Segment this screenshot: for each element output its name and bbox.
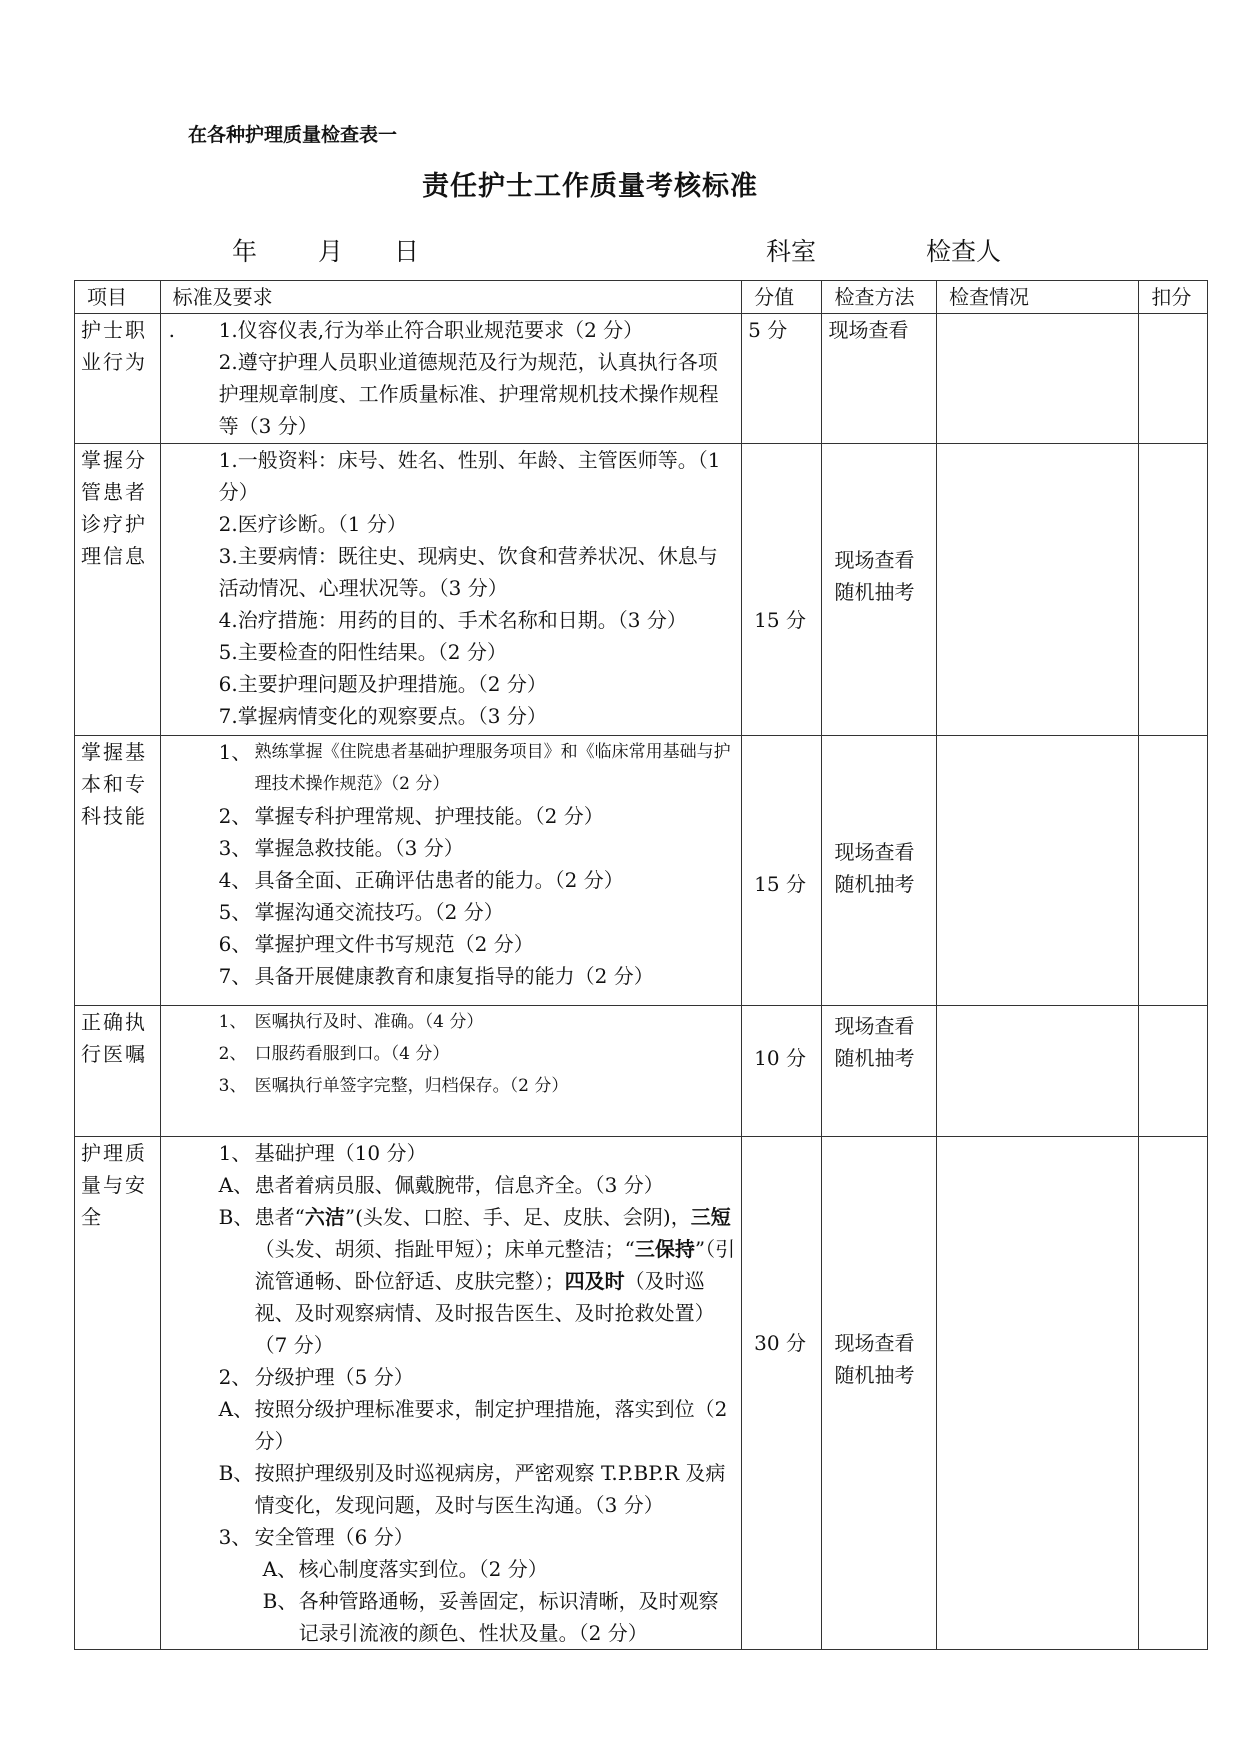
score-cell: [742, 1137, 822, 1650]
page-title: 责任护士工作质量考核标准: [422, 171, 758, 202]
table-row: [75, 736, 1208, 1006]
list-item: 掌握护理文件书写规范（2 分）: [254, 932, 534, 956]
item-number: 3、: [218, 1076, 247, 1096]
item-number: 1、: [218, 1012, 247, 1032]
table-row: [75, 1137, 1208, 1650]
item-letter: B、: [218, 1205, 254, 1229]
method-line: 随机抽考: [834, 580, 915, 604]
text-part: 患者“: [254, 1205, 305, 1229]
method-line: 随机抽考: [834, 872, 915, 896]
score-value: 15 分: [754, 872, 806, 896]
header-deduction: 扣分: [1139, 281, 1208, 314]
situation-cell[interactable]: [937, 1006, 1139, 1137]
standard-cell: [160, 314, 741, 444]
item-letter: A、: [218, 1173, 254, 1197]
list-item: 3.主要病情：既往史、现病史、饮食和营养状况、休息与活动情况、心理状况等。（3 分）: [218, 544, 718, 600]
item-number: 2、: [218, 804, 252, 828]
method-cell: [822, 736, 937, 1006]
assessment-table: [74, 280, 1208, 1650]
list-item: 4.治疗措施：用药的目的、手术名称和日期。（3 分）: [218, 608, 687, 632]
deduction-cell[interactable]: [1139, 1006, 1208, 1137]
deduction-cell[interactable]: [1139, 1137, 1208, 1650]
list-item: 2.医疗诊断。（1 分）: [218, 512, 407, 536]
method-cell: [822, 1137, 937, 1650]
situation-cell[interactable]: [937, 1137, 1139, 1650]
list-item: 7.掌握病情变化的观察要点。（3 分）: [218, 704, 547, 728]
score-value: 15 分: [754, 608, 806, 632]
table-row: [75, 444, 1208, 736]
list-item: 核心制度落实到位。（2 分）: [298, 1557, 548, 1581]
list-item: 安全管理（6 分）: [254, 1525, 414, 1549]
deduction-cell[interactable]: [1139, 736, 1208, 1006]
standard-cell: [160, 1137, 741, 1650]
method-line: 随机抽考: [834, 1046, 915, 1070]
item-letter: A、: [262, 1557, 298, 1581]
score-cell: [742, 444, 822, 736]
item-number: 2、: [218, 1044, 247, 1064]
category-cell: 护士职业行为: [75, 314, 161, 444]
score-value: 10 分: [754, 1046, 806, 1070]
header-row: [75, 281, 1208, 314]
method-line: 现场查看: [834, 1014, 915, 1038]
text-part: ”(头发、口腔、手、足、皮肤、会阴)，: [344, 1205, 691, 1229]
list-item: 掌握急救技能。（3 分）: [254, 836, 464, 860]
list-item: 5.主要检查的阳性结果。（2 分）: [218, 640, 507, 664]
method-cell: [822, 1006, 937, 1137]
item-number: 2、: [218, 1365, 252, 1389]
list-item: 1.一般资料：床号、姓名、性别、年龄、主管医师等。（1 分）: [218, 448, 721, 504]
bold-term: 六洁: [304, 1205, 345, 1229]
category-cell: 护理质量与安全: [75, 1137, 161, 1650]
category-cell: 掌握分管患者诊疗护理信息: [75, 444, 161, 736]
standard-cell: [160, 1006, 741, 1137]
item-number: 1、: [218, 740, 252, 764]
list-item: 按照分级护理标准要求，制定护理措施，落实到位（2 分）: [254, 1397, 728, 1453]
header-item: 项目: [75, 281, 161, 314]
list-item: 具备开展健康教育和康复指导的能力（2 分）: [254, 964, 654, 988]
item-number: 7、: [218, 964, 252, 988]
item-number: 3、: [218, 1525, 252, 1549]
standard-cell: [160, 736, 741, 1006]
situation-cell[interactable]: [937, 314, 1139, 444]
list-item: 6.主要护理问题及护理措施。（2 分）: [218, 672, 547, 696]
item-number: 3、: [218, 836, 252, 860]
list-item: 医嘱执行及时、准确。（4 分）: [254, 1012, 484, 1032]
bold-term: 四及时: [564, 1269, 625, 1293]
list-item: 1.仪容仪表,行为举止符合职业规范要求（2 分）: [218, 318, 644, 342]
list-item: 具备全面、正确评估患者的能力。（2 分）: [254, 868, 624, 892]
list-item: 按照护理级别及时巡视病房，严密观察 T.P.BP.R 及病情变化，发现问题，及时与医生沟通。（3 分）: [254, 1461, 726, 1517]
method-line: 现场查看: [834, 1331, 915, 1355]
score-value: 30 分: [754, 1331, 806, 1355]
list-item: 掌握沟通交流技巧。（2 分）: [254, 900, 504, 924]
bullet-dot: .: [168, 318, 176, 342]
meta-year: 年: [232, 237, 258, 266]
header-situation: 检查情况: [937, 281, 1139, 314]
method-cell: 现场查看: [822, 314, 937, 444]
deduction-cell[interactable]: [1139, 314, 1208, 444]
meta-inspector: 检查人: [926, 237, 1002, 266]
list-item: 掌握专科护理常规、护理技能。（2 分）: [254, 804, 604, 828]
item-number: 6、: [218, 932, 252, 956]
pretitle: 在各种护理质量检查表一: [188, 124, 398, 146]
item-letter: B、: [218, 1461, 254, 1485]
list-item: 各种管路通畅，妥善固定，标识清晰，及时观察记录引流液的颜色、性状及量。（2 分）: [298, 1589, 719, 1645]
table-row: [75, 314, 1208, 444]
list-item: 2.遵守护理人员职业道德规范及行为规范，认真执行各项护理规章制度、工作质量标准、护理常规机技术操作规程等（3 分）: [218, 350, 719, 438]
score-cell: [742, 1006, 822, 1137]
situation-cell[interactable]: [937, 736, 1139, 1006]
item-number: 1、: [218, 1141, 252, 1165]
list-item: 患者着病员服、佩戴腕带，信息齐全。（3 分）: [254, 1173, 664, 1197]
text-part: ”（引流管通畅、卧位舒适、皮肤完整）；: [254, 1237, 736, 1293]
meta-day: 日: [394, 237, 420, 266]
list-item: 基础护理（10 分）: [254, 1141, 427, 1165]
score-cell: 5 分: [742, 314, 822, 444]
text-part: （头发、胡须、指趾甲短）；床单元整洁；“: [254, 1237, 635, 1261]
list-item: 口服药看服到口。（4 分）: [254, 1044, 450, 1064]
bold-term: 三短: [690, 1205, 731, 1229]
table-row: [75, 1006, 1208, 1137]
header-standard: 标准及要求: [160, 281, 741, 314]
header-method: 检查方法: [822, 281, 937, 314]
item-number: 5、: [218, 900, 252, 924]
standard-cell: [160, 444, 741, 736]
item-letter: A、: [218, 1397, 254, 1421]
method-line: 现场查看: [834, 840, 915, 864]
method-cell: [822, 444, 937, 736]
method-line: 现场查看: [834, 548, 915, 572]
text-part: （及时巡视、及时观察病情、及时报告医生、及时抢救处置）（7 分）: [254, 1269, 715, 1357]
situation-cell[interactable]: [937, 444, 1139, 736]
list-item: 医嘱执行单签字完整，归档保存。（2 分）: [254, 1076, 569, 1096]
item-letter: B、: [262, 1589, 298, 1613]
list-item: 熟练掌握《住院患者基础护理服务项目》和《临床常用基础与护理技术操作规范》（2 分）: [254, 742, 731, 794]
category-cell: 正确执行医嘱: [75, 1006, 161, 1137]
deduction-cell[interactable]: [1139, 444, 1208, 736]
item-number: 4、: [218, 868, 252, 892]
list-item: 分级护理（5 分）: [254, 1365, 414, 1389]
list-item: [255, 1201, 735, 1361]
category-cell: 掌握基本和专科技能: [75, 736, 161, 1006]
header-score: 分值: [742, 281, 822, 314]
meta-dept: 科室: [766, 237, 817, 266]
score-cell: [742, 736, 822, 1006]
meta-month: 月: [318, 237, 344, 266]
bold-term: 三保持: [634, 1237, 695, 1261]
method-line: 随机抽考: [834, 1363, 915, 1387]
